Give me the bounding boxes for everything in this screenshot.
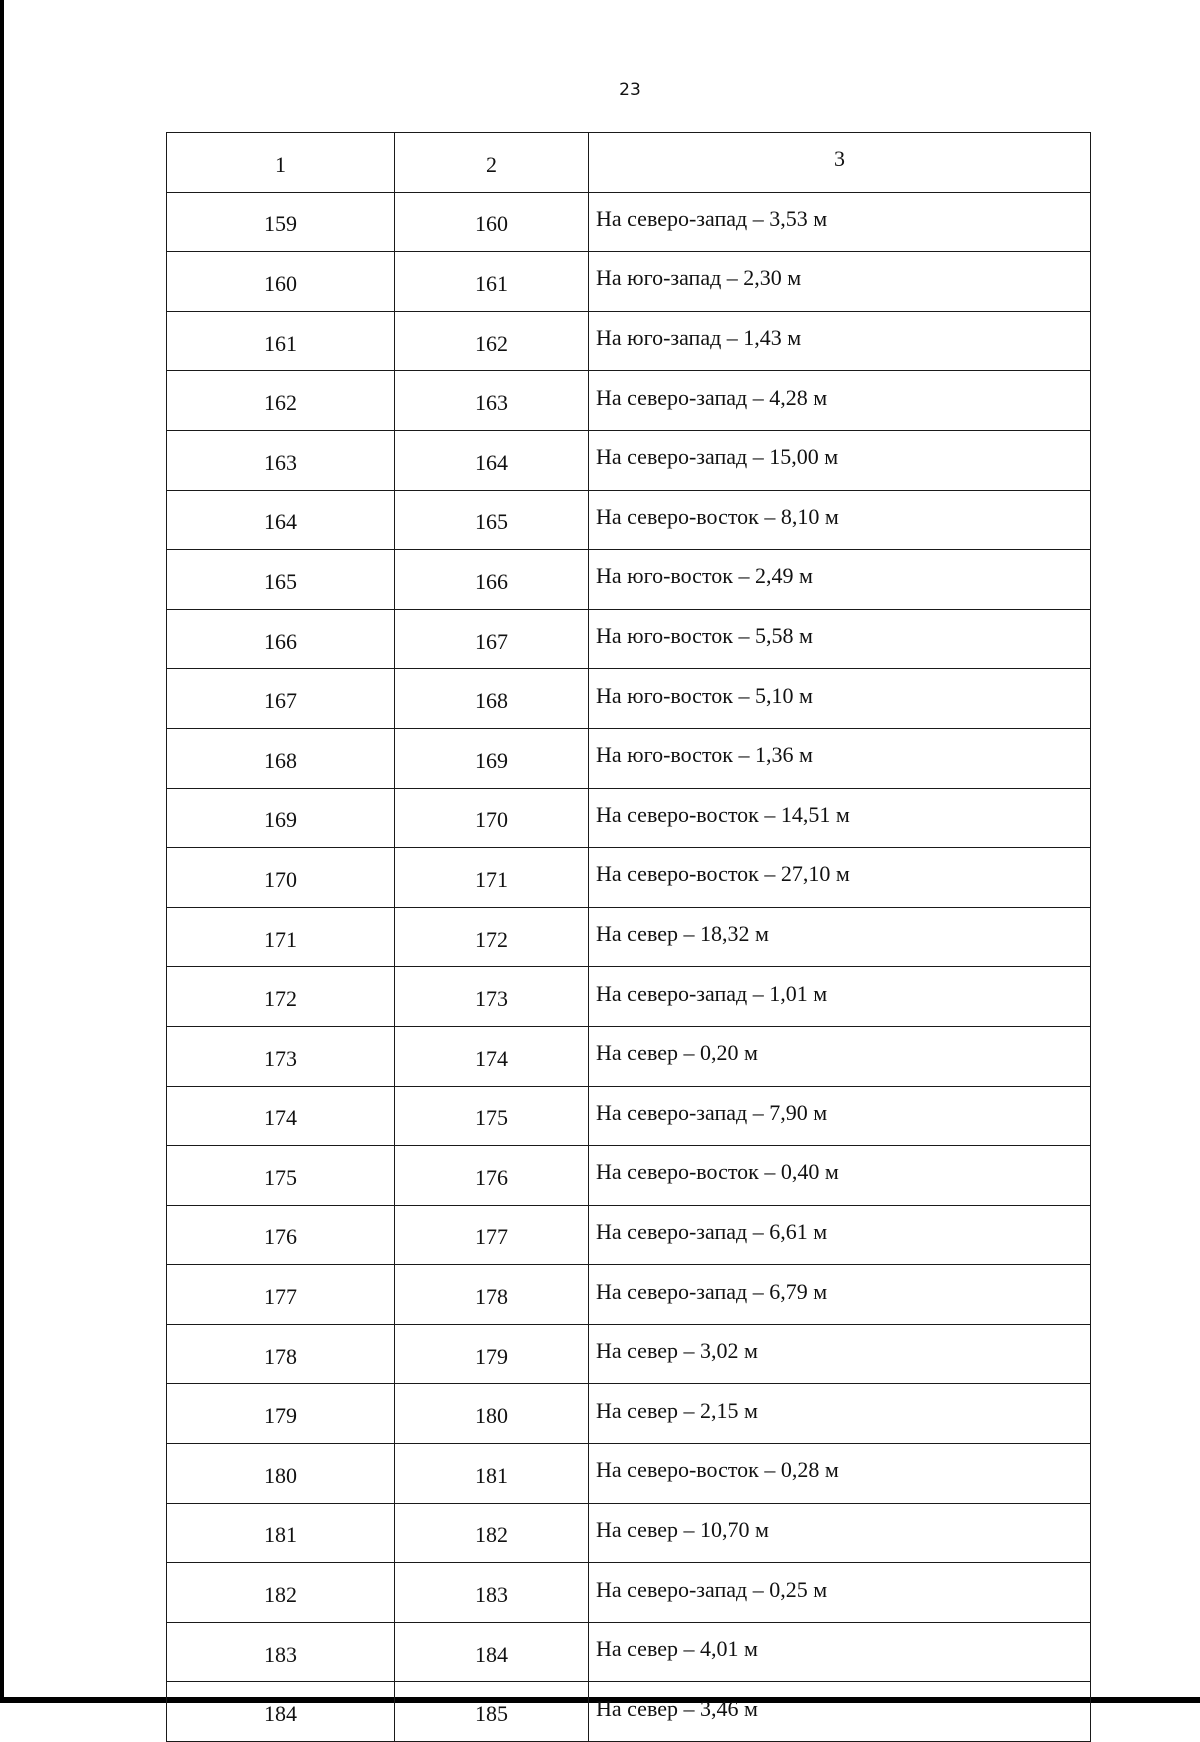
direction-distance-cell: На северо-восток – 0,28 м	[589, 1444, 1091, 1504]
direction-distance-cell: На северо-запад – 0,25 м	[589, 1563, 1091, 1623]
from-point-cell: 164	[167, 490, 395, 550]
direction-distance-cell: На северо-запад – 7,90 м	[589, 1086, 1091, 1146]
direction-distance-cell: На северо-восток – 0,40 м	[589, 1146, 1091, 1206]
to-point-cell: 160	[395, 192, 589, 252]
table-row	[167, 1622, 1091, 1682]
direction-distance-cell: На северо-запад – 15,00 м	[589, 430, 1091, 490]
to-point-cell: 179	[395, 1324, 589, 1384]
table-row	[167, 1384, 1091, 1444]
to-point-cell: 181	[395, 1444, 589, 1504]
to-point-cell: 167	[395, 609, 589, 669]
direction-distance-cell: На юго-восток – 2,49 м	[589, 550, 1091, 610]
table-row	[167, 1205, 1091, 1265]
table-row	[167, 848, 1091, 908]
from-point-cell: 159	[167, 192, 395, 252]
to-point-cell: 166	[395, 550, 589, 610]
from-point-cell: 172	[167, 967, 395, 1027]
from-point-cell: 160	[167, 252, 395, 312]
from-point-cell: 181	[167, 1503, 395, 1563]
direction-distance-cell: На юго-восток – 1,36 м	[589, 728, 1091, 788]
table-row	[167, 490, 1091, 550]
direction-distance-cell: На юго-запад – 1,43 м	[589, 311, 1091, 371]
from-point-cell: 165	[167, 550, 395, 610]
table-header	[167, 133, 1091, 193]
direction-distance-cell: На северо-запад – 6,61 м	[589, 1205, 1091, 1265]
table-row	[167, 430, 1091, 490]
from-point-cell: 167	[167, 669, 395, 729]
direction-distance-cell: На северо-восток – 14,51 м	[589, 788, 1091, 848]
from-point-cell: 173	[167, 1026, 395, 1086]
table-row	[167, 907, 1091, 967]
to-point-cell: 172	[395, 907, 589, 967]
direction-distance-cell: На северо-запад – 3,53 м	[589, 192, 1091, 252]
direction-distance-cell: На север – 4,01 м	[589, 1622, 1091, 1682]
from-point-cell: 166	[167, 609, 395, 669]
header-col-3: 3	[589, 133, 1091, 193]
table-row	[167, 669, 1091, 729]
table-row	[167, 550, 1091, 610]
table-row	[167, 311, 1091, 371]
to-point-cell: 177	[395, 1205, 589, 1265]
table-row	[167, 609, 1091, 669]
to-point-cell: 175	[395, 1086, 589, 1146]
direction-distance-cell: На юго-восток – 5,58 м	[589, 609, 1091, 669]
to-point-cell: 183	[395, 1563, 589, 1623]
to-point-cell: 161	[395, 252, 589, 312]
table-row	[167, 1146, 1091, 1206]
to-point-cell: 185	[395, 1682, 589, 1742]
from-point-cell: 168	[167, 728, 395, 788]
table-row	[167, 788, 1091, 848]
table-row	[167, 1444, 1091, 1504]
table-row	[167, 1503, 1091, 1563]
table-row	[167, 1086, 1091, 1146]
from-point-cell: 162	[167, 371, 395, 431]
from-point-cell: 161	[167, 311, 395, 371]
from-point-cell: 170	[167, 848, 395, 908]
header-col-2: 2	[395, 133, 589, 193]
from-point-cell: 183	[167, 1622, 395, 1682]
from-point-cell: 182	[167, 1563, 395, 1623]
table-body	[167, 192, 1091, 1741]
to-point-cell: 173	[395, 967, 589, 1027]
from-point-cell: 163	[167, 430, 395, 490]
table-row	[167, 1265, 1091, 1325]
direction-distance-cell: На юго-запад – 2,30 м	[589, 252, 1091, 312]
direction-distance-cell: На север – 18,32 м	[589, 907, 1091, 967]
from-point-cell: 180	[167, 1444, 395, 1504]
from-point-cell: 178	[167, 1324, 395, 1384]
direction-distance-cell: На юго-восток – 5,10 м	[589, 669, 1091, 729]
scan-edge-left	[0, 0, 4, 1703]
from-point-cell: 175	[167, 1146, 395, 1206]
table-row	[167, 252, 1091, 312]
from-point-cell: 176	[167, 1205, 395, 1265]
to-point-cell: 182	[395, 1503, 589, 1563]
table-row	[167, 1682, 1091, 1742]
to-point-cell: 164	[395, 430, 589, 490]
table-row	[167, 371, 1091, 431]
to-point-cell: 176	[395, 1146, 589, 1206]
to-point-cell: 165	[395, 490, 589, 550]
table-row	[167, 967, 1091, 1027]
table-row	[167, 728, 1091, 788]
page-number: 23	[619, 80, 641, 100]
table-row	[167, 1324, 1091, 1384]
direction-distance-cell: На северо-запад – 6,79 м	[589, 1265, 1091, 1325]
to-point-cell: 184	[395, 1622, 589, 1682]
from-point-cell: 171	[167, 907, 395, 967]
from-point-cell: 177	[167, 1265, 395, 1325]
table-row	[167, 192, 1091, 252]
direction-distance-cell: На север – 3,46 м	[589, 1682, 1091, 1742]
to-point-cell: 169	[395, 728, 589, 788]
from-point-cell: 174	[167, 1086, 395, 1146]
from-point-cell: 179	[167, 1384, 395, 1444]
to-point-cell: 180	[395, 1384, 589, 1444]
to-point-cell: 174	[395, 1026, 589, 1086]
to-point-cell: 162	[395, 311, 589, 371]
boundary-table	[166, 132, 1091, 1742]
header-row	[167, 133, 1091, 193]
to-point-cell: 163	[395, 371, 589, 431]
to-point-cell: 170	[395, 788, 589, 848]
to-point-cell: 178	[395, 1265, 589, 1325]
direction-distance-cell: На северо-запад – 4,28 м	[589, 371, 1091, 431]
direction-distance-cell: На северо-запад – 1,01 м	[589, 967, 1091, 1027]
direction-distance-cell: На север – 10,70 м	[589, 1503, 1091, 1563]
from-point-cell: 169	[167, 788, 395, 848]
table-row	[167, 1563, 1091, 1623]
to-point-cell: 171	[395, 848, 589, 908]
direction-distance-cell: На северо-восток – 8,10 м	[589, 490, 1091, 550]
from-point-cell: 184	[167, 1682, 395, 1742]
to-point-cell: 168	[395, 669, 589, 729]
header-col-1: 1	[167, 133, 395, 193]
table-row	[167, 1026, 1091, 1086]
direction-distance-cell: На север – 3,02 м	[589, 1324, 1091, 1384]
direction-distance-cell: На север – 2,15 м	[589, 1384, 1091, 1444]
direction-distance-cell: На север – 0,20 м	[589, 1026, 1091, 1086]
direction-distance-cell: На северо-восток – 27,10 м	[589, 848, 1091, 908]
